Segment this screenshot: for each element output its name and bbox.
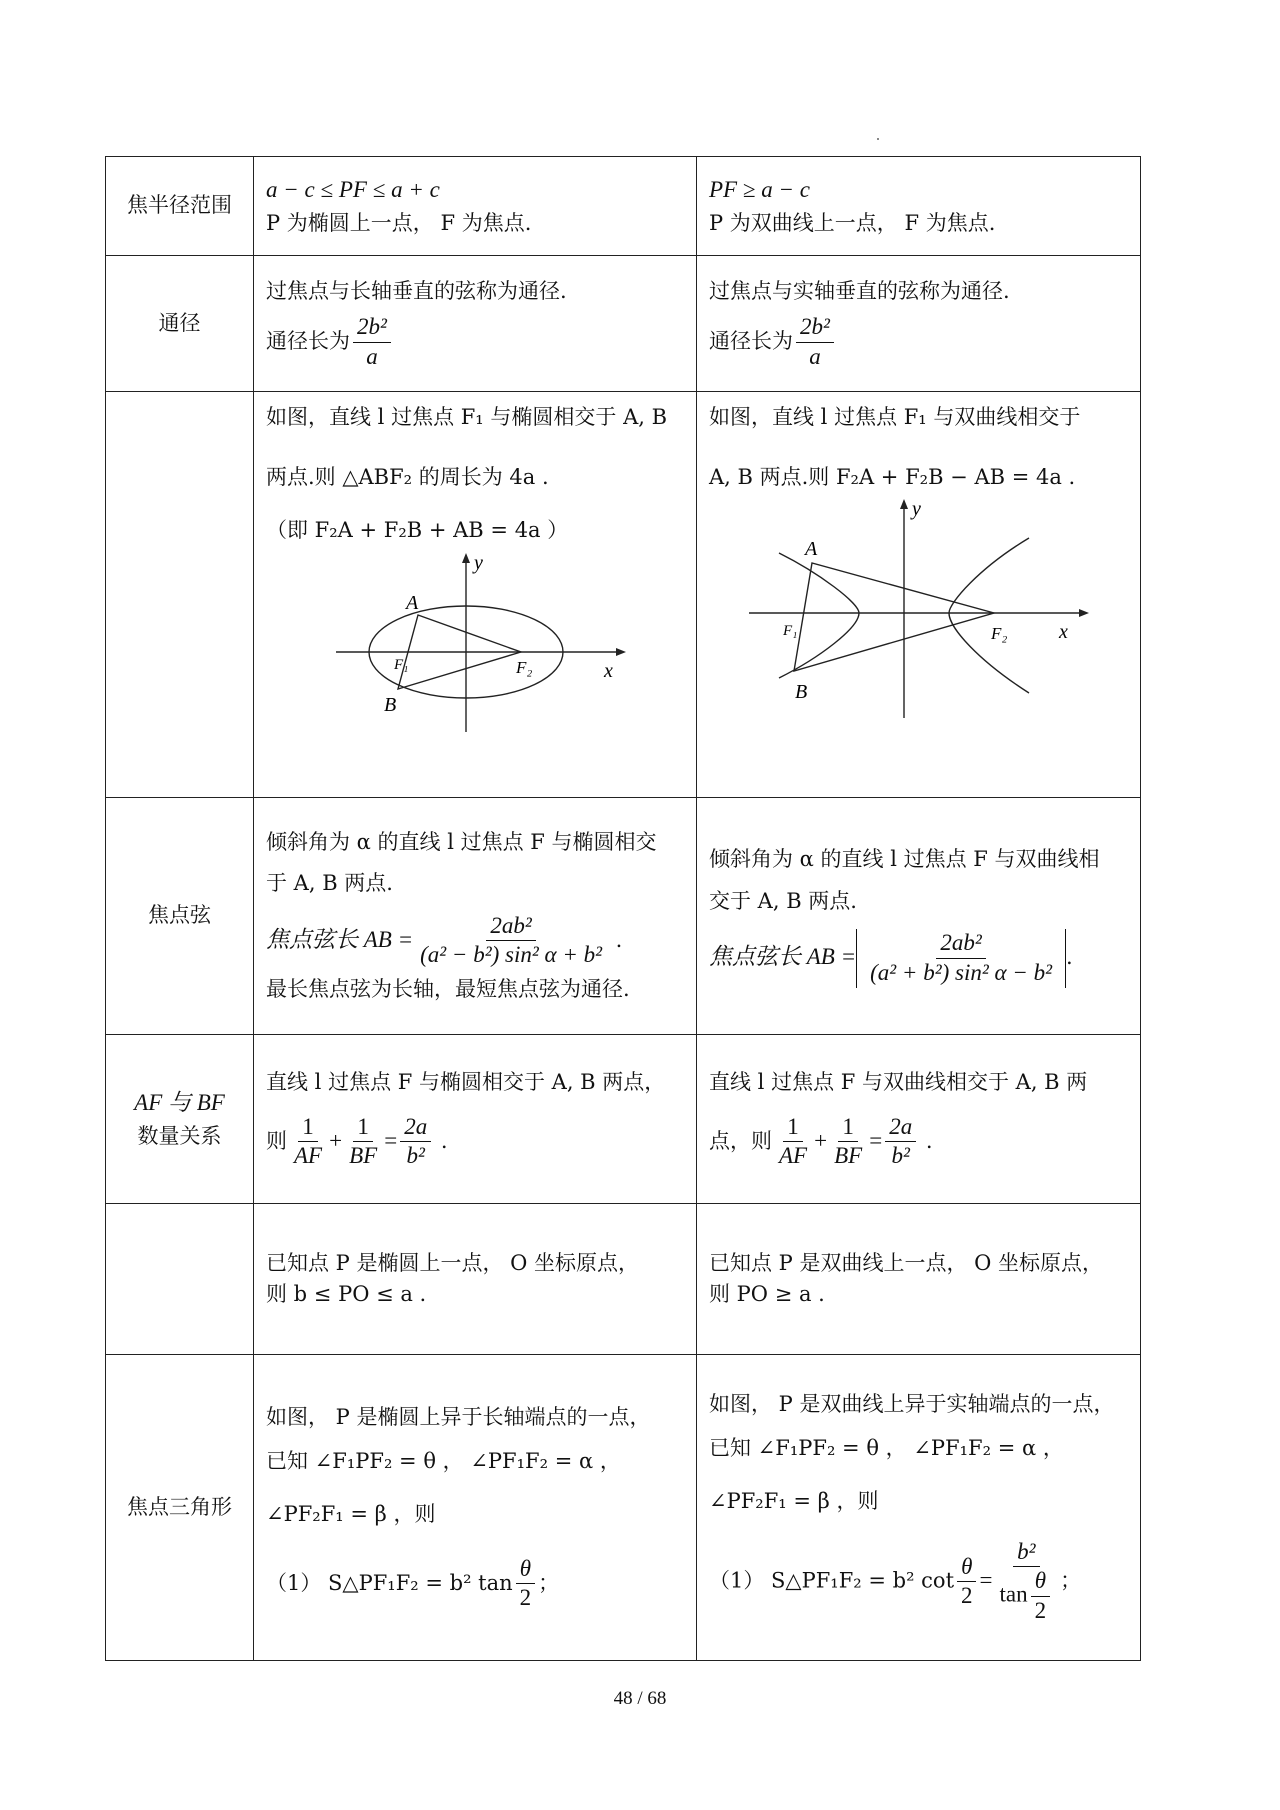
row-label: 焦半径范围 xyxy=(106,157,254,256)
hyperbola-relation-formula: 点，则 $\frac{1}{AF}$ + $\frac{1}{BF}$ = $\frac{2a}{\text{b²}}$ . xyxy=(709,1113,1128,1172)
numerator: 1 xyxy=(298,1113,318,1143)
ellipse-text-2: 两点.则 △ABF₂ 的周长为 4a . xyxy=(266,464,549,489)
fraction-numerator: 2b² xyxy=(353,313,391,343)
hyperbola-text: 直线 l 过焦点 F 与双曲线相交于 A, B 两 xyxy=(709,1070,1088,1094)
length-prefix: 通径长为 xyxy=(266,328,350,353)
hyperbola-cell xyxy=(697,798,1141,1035)
hyperbola-text-2: 交于 A, B 两点. xyxy=(709,888,857,913)
fraction-2a-b2 xyxy=(885,1113,916,1172)
fraction-denominator: (a² − b²) sin² α + b² xyxy=(420,942,602,968)
hyperbola-text-2: 已知 ∠F₁PF₂ = θ ， ∠PF₁F₂ = α ， xyxy=(709,1435,1064,1460)
ellipse-text-1: 如图， P 是椭圆上异于长轴端点的一点， xyxy=(266,1405,651,1429)
denominator: AF xyxy=(294,1143,323,1169)
ellipse-definition: 过焦点与长轴垂直的弦称为通径. xyxy=(266,278,567,303)
numerator: θ xyxy=(516,1555,535,1585)
label-y: y xyxy=(474,551,483,574)
ellipse-cell xyxy=(254,1204,697,1355)
formula-prefix: （1） S△PF₁F₂ = b² tan xyxy=(266,1570,513,1595)
hyperbola-diagram xyxy=(709,493,1129,723)
denominator: AF xyxy=(779,1143,808,1169)
ellipse-text-2: 已知 ∠F₁PF₂ = θ ， ∠PF₁F₂ = α ， xyxy=(266,1448,621,1473)
ellipse-text-1: 如图，直线 l 过焦点 F₁ 与椭圆相交于 A, B xyxy=(266,405,668,429)
fraction-denominator: a xyxy=(809,343,821,369)
numerator: θ xyxy=(1031,1567,1050,1597)
ellipse-cell xyxy=(254,256,697,392)
row-triangle-perimeter xyxy=(106,392,1141,798)
ellipse-text-3: ∠PF₂F₁ = β ，则 xyxy=(266,1502,436,1526)
y-axis-arrow xyxy=(900,499,908,509)
fraction-denominator: a xyxy=(366,343,378,369)
hyperbola-text-1: 如图， P 是双曲线上异于实轴端点的一点， xyxy=(709,1392,1115,1417)
x-axis-arrow xyxy=(616,648,626,656)
row-label: 通径 xyxy=(106,256,254,392)
hyperbola-chord-formula: 焦点弦长 AB = $\frac{\text{2ab²}}{\text{(a² + b²) sin² α − b²}}$ . xyxy=(709,929,1128,988)
formula-prefix: 焦点弦长 AB = xyxy=(266,926,414,952)
ellipse-note: P 为椭圆上一点， F 为焦点. xyxy=(266,210,532,235)
chord-fraction xyxy=(416,912,606,971)
ellipse-text-1: 倾斜角为 α 的直线 l 过焦点 F 与椭圆相交 xyxy=(266,829,657,854)
hyperbola-length xyxy=(709,313,1128,372)
hyperbola-range: PF ≥ a − c xyxy=(709,177,810,202)
page-number: 48 / 68 xyxy=(613,1688,667,1709)
theta-over-2-inner xyxy=(1031,1567,1051,1626)
row-label xyxy=(106,1035,254,1204)
formula-suffix: ； xyxy=(538,1570,560,1595)
row-label-line-2: 数量关系 xyxy=(137,1123,222,1148)
denominator: b² xyxy=(891,1143,910,1169)
ellipse-text-1: 已知点 P 是椭圆上一点， O 坐标原点， xyxy=(266,1250,640,1275)
fraction-numerator: 2ab² xyxy=(936,929,985,959)
label-F1: F₁ xyxy=(394,656,409,673)
label-F1: F₁ xyxy=(783,623,798,639)
fraction-1-af xyxy=(775,1113,811,1172)
length-fraction xyxy=(353,313,391,372)
label-x: x xyxy=(604,659,613,682)
label-y: y xyxy=(912,498,921,520)
denominator: BF xyxy=(834,1143,863,1169)
numerator: 1 xyxy=(353,1113,373,1143)
tan-word: tan xyxy=(999,1581,1028,1607)
theta-over-2 xyxy=(516,1555,536,1614)
formula-prefix: （1） S△PF₁F₂ = b² cot xyxy=(709,1568,955,1593)
formula-prefix: 焦点弦长 AB = xyxy=(709,944,857,969)
numerator: 1 xyxy=(783,1113,803,1143)
row-label: 焦点三角形 xyxy=(106,1355,254,1661)
denominator: 2 xyxy=(519,1585,532,1611)
chord-fraction xyxy=(866,929,1056,988)
hyperbola-cell xyxy=(697,256,1141,392)
hyperbola-right-branch xyxy=(949,538,1029,693)
ellipse-text-2: 于 A, B 两点. xyxy=(266,871,393,895)
hyperbola-cell xyxy=(697,1204,1141,1355)
y-axis-arrow xyxy=(462,553,470,563)
ellipse-chord-formula: 焦点弦长 AB = $\frac{\text{2ab²}}{\text{(a² − b²) sin² α + b²}}$ . xyxy=(266,912,684,971)
row-focal-triangle xyxy=(106,1355,1141,1661)
denominator xyxy=(996,1567,1058,1626)
fraction-1-af xyxy=(290,1113,326,1172)
numerator: 2a xyxy=(400,1113,431,1143)
numerator: 2a xyxy=(885,1113,916,1143)
formula-suffix: ； xyxy=(1060,1568,1082,1593)
hyperbola-text-1: 如图，直线 l 过焦点 F₁ 与双曲线相交于 xyxy=(709,405,1081,429)
denominator: 2 xyxy=(961,1583,973,1609)
ellipse-cell xyxy=(254,157,697,256)
label-F2: F₂ xyxy=(991,624,1008,643)
page-mark xyxy=(877,138,879,140)
denominator: BF xyxy=(349,1143,378,1169)
absolute-value xyxy=(856,929,1066,988)
label-F2: F₂ xyxy=(516,657,533,677)
fraction-denominator: (a² + b²) sin² α − b² xyxy=(870,960,1052,985)
hyperbola-cell xyxy=(697,157,1141,256)
row-label-empty xyxy=(106,392,254,798)
row-label: 焦点弦 xyxy=(106,798,254,1035)
hyperbola-text-2: A, B 两点.则 F₂A + F₂B − AB = 4a . xyxy=(709,464,1076,489)
row-focal-radius xyxy=(106,157,1141,256)
denominator: 2 xyxy=(1034,1598,1047,1624)
hyperbola-text-3: ∠PF₂F₁ = β ，则 xyxy=(709,1489,879,1514)
row-po-range xyxy=(106,1204,1141,1355)
fraction-1-bf xyxy=(830,1113,866,1172)
numerator: 1 xyxy=(838,1113,858,1143)
ellipse-range: a − c ≤ PF ≤ a + c xyxy=(266,177,440,202)
ellipse-cell xyxy=(254,1035,697,1204)
label-A: A xyxy=(805,538,818,560)
hyperbola-text-2: 则 PO ≥ a . xyxy=(709,1282,825,1306)
hyperbola-text-1: 倾斜角为 α 的直线 l 过焦点 F 与双曲线相 xyxy=(709,847,1100,872)
numerator: θ xyxy=(957,1553,976,1583)
ellipse-cell xyxy=(254,1355,697,1661)
ellipse-text-3: （即 F₂A + F₂B + AB = 4a ） xyxy=(266,518,569,542)
ellipse-diagram xyxy=(266,547,686,737)
ellipse-text-2: 则 b ≤ PO ≤ a . xyxy=(266,1282,427,1306)
hyperbola-cell xyxy=(697,392,1141,798)
hyperbola-definition: 过焦点与实轴垂直的弦称为通径. xyxy=(709,278,1010,303)
ellipse-length xyxy=(266,313,684,372)
numerator: b² xyxy=(1013,1538,1039,1568)
hyperbola-cell xyxy=(697,1035,1141,1204)
hyperbola-note: P 为双曲线上一点， F 为焦点. xyxy=(709,210,996,235)
ellipse-relation-formula: 则 $\frac{1}{AF}$ + $\frac{1}{BF}$ = $\frac{2a}{\text{b²}}$ . xyxy=(266,1113,684,1172)
label-B: B xyxy=(384,693,397,716)
hyperbola-left-branch xyxy=(779,553,859,678)
hyperbola-cell xyxy=(697,1355,1141,1661)
fraction-numerator: 2ab² xyxy=(486,912,535,942)
label-B: B xyxy=(795,681,808,703)
hyperbola-area-formula: （1） S△PF₁F₂ = b² cot $\frac{\theta}{2}$ = b² tan $\frac{\theta}{2}$ ； xyxy=(709,1538,1128,1626)
ellipse-text: 直线 l 过焦点 F 与椭圆相交于 A, B 两点， xyxy=(266,1070,666,1094)
fraction-2a-b2 xyxy=(400,1113,431,1172)
length-prefix: 通径长为 xyxy=(709,328,793,353)
row-focal-chord xyxy=(106,798,1141,1035)
row-latus-rectum xyxy=(106,256,1141,392)
ellipse-area-formula xyxy=(266,1555,684,1614)
then-word: 点，则 xyxy=(709,1128,772,1153)
ellipse-cell xyxy=(254,798,697,1035)
x-axis-arrow xyxy=(1079,609,1089,617)
hyperbola-text-1: 已知点 P 是双曲线上一点， O 坐标原点， xyxy=(709,1250,1104,1275)
conic-comparison-table xyxy=(105,156,1141,1661)
ellipse-cell xyxy=(254,392,697,798)
b2-over-tan xyxy=(996,1538,1058,1626)
then-word: 则 xyxy=(266,1128,287,1153)
row-label-line-1: AF 与 BF xyxy=(134,1090,225,1115)
label-x: x xyxy=(1059,621,1068,643)
label-A: A xyxy=(406,591,419,614)
length-fraction xyxy=(796,313,834,372)
row-label-empty xyxy=(106,1204,254,1355)
fraction-numerator: 2b² xyxy=(796,313,834,343)
row-af-bf-relation xyxy=(106,1035,1141,1204)
fraction-1-bf xyxy=(345,1113,381,1172)
theta-over-2 xyxy=(957,1553,977,1612)
ellipse-note: 最长焦点弦为长轴，最短焦点弦为通径. xyxy=(266,977,630,1001)
denominator: b² xyxy=(406,1143,425,1169)
